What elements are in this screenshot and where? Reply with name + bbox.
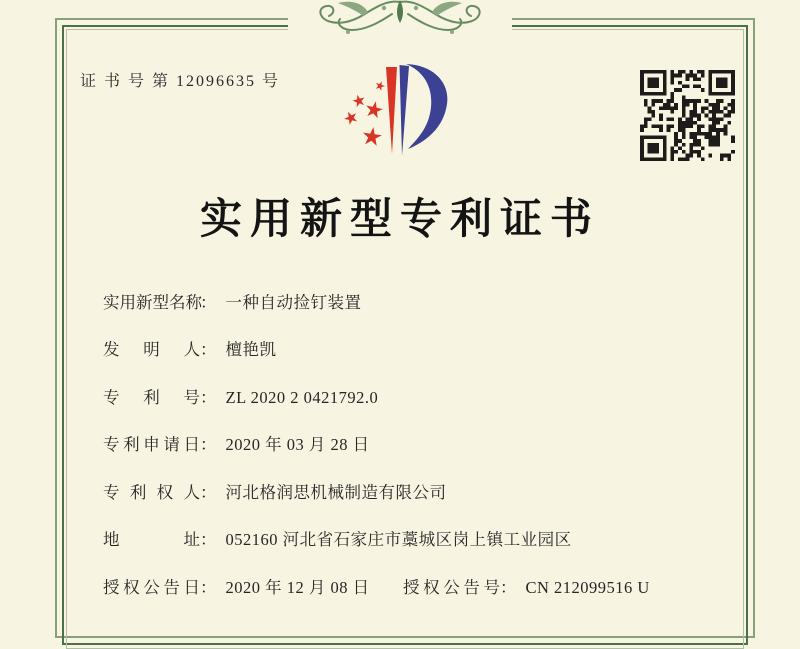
field-label: 发明人 [103,340,200,359]
field-colon: ： [200,293,217,312]
field-row-address [103,526,572,550]
certificate-number: 证 书 号 第 12096635 号 [80,73,281,90]
field-row-patent-number [103,384,378,408]
field-value: 2020 年 12 月 08 日 [225,578,370,597]
field-label: 实用新型名称 [103,293,202,312]
field-value: 2020 年 03 月 28 日 [225,435,370,454]
field-label: 地址 [103,530,200,549]
cnipa-patent-logo-icon [335,56,465,168]
field-value: 一种自动捡钉装置 [225,293,362,312]
field-colon: ： [200,340,217,359]
field-colon: ： [200,530,217,549]
field-colon: ： [200,435,217,454]
field-label: 授权公告号 [403,578,500,597]
grant-number-pair [403,574,650,598]
grant-date-pair [103,574,370,598]
certificate-title: 实用新型专利证书 [199,197,600,243]
field-row-inventor [103,336,277,360]
field-label: 授权公告日 [103,578,200,597]
field-row-grant [103,574,743,598]
field-label: 专利号 [103,388,200,407]
field-value: 河北格润思机械制造有限公司 [225,483,447,502]
field-row-filing-date [103,431,370,455]
field-row-patentee [103,479,447,503]
field-value: ZL 2020 2 0421792.0 [225,388,379,407]
field-colon: ： [200,483,217,502]
field-label: 专利权人 [103,483,200,502]
field-value: 檀艳凯 [225,340,277,359]
qr-code [640,70,735,161]
foliate-flourish-icon [280,0,520,40]
field-value: CN 212099516 U [525,578,650,597]
field-row-utility-model-name [103,289,362,313]
field-value: 052160 河北省石家庄市藁城区岗上镇工业园区 [225,530,572,549]
field-colon: ： [500,578,517,597]
field-label: 专利申请日 [103,435,200,454]
field-colon: ： [200,578,217,597]
field-colon: ： [200,388,217,407]
